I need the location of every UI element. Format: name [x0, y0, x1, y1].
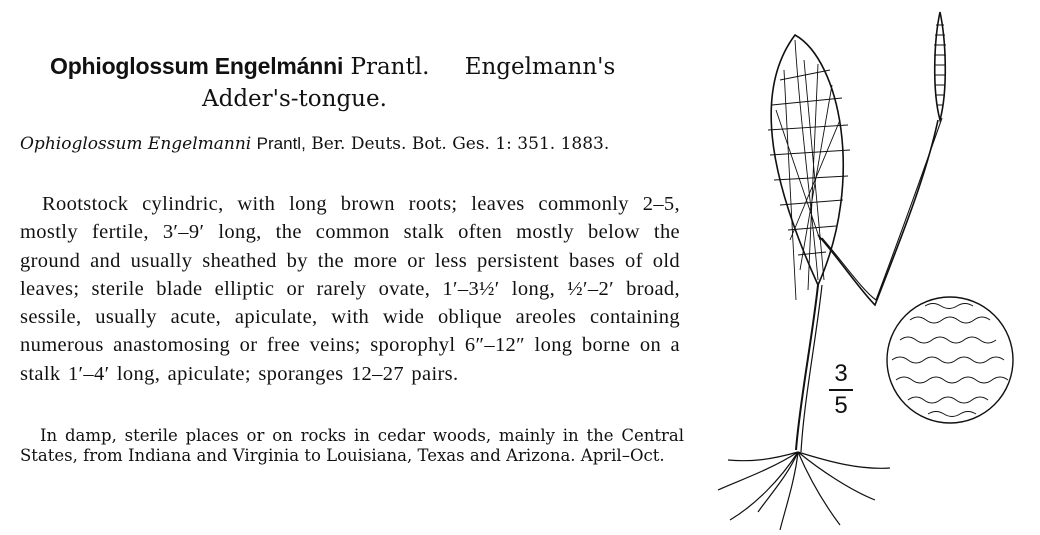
common-name-line2: Adder's-tongue. — [202, 86, 387, 112]
scientific-name: Ophioglossum Engelmánni — [50, 53, 344, 79]
author-name: Prantl. — [350, 54, 430, 80]
scale-numerator: 3 — [834, 360, 848, 387]
scale-fraction — [826, 360, 856, 420]
citation-name: Ophioglossum Engelmanni — [20, 134, 252, 154]
common-name-line1: Engelmann's — [464, 54, 616, 80]
spore-detail — [887, 297, 1013, 423]
citation-reference: Ber. Deuts. Bot. Ges. 1: 351. 1883. — [311, 134, 610, 154]
scale-denominator: 5 — [834, 392, 848, 419]
citation-author: Prantl, — [256, 134, 306, 153]
leaf-stalk — [796, 285, 818, 450]
sterile-blade — [771, 35, 843, 285]
species-title — [50, 50, 690, 115]
fraction-bar — [829, 389, 853, 391]
habitat-paragraph: In damp, sterile places or on rocks in cedar woods, mainly in the Central States, from Indiana and Virginia to Louisiana, Texas and Arizona. April–Oct. — [20, 426, 684, 465]
plant-illustration — [700, 0, 1040, 535]
citation — [20, 133, 688, 155]
sporophyl-spike — [935, 12, 946, 120]
roots — [718, 452, 890, 530]
description-paragraph: Rootstock cylindric, with long brown roots; leaves commonly 2–5, mostly fertile, 3′–9′ long, the common stalk often mostly below the ground and usually sheathed by the more or less persistent bases of old leaves; sterile blade elliptic or rarely ovate, 1′–3½′ long, ½′–2′ broad, sessile, usually acute, apiculate, with wide oblique areoles containing numerous anastomosing or free veins; sporophyl 6″–12″ long borne on a stalk 1′–4′ long, apiculate; sporanges 12–27 pairs. — [20, 193, 680, 385]
